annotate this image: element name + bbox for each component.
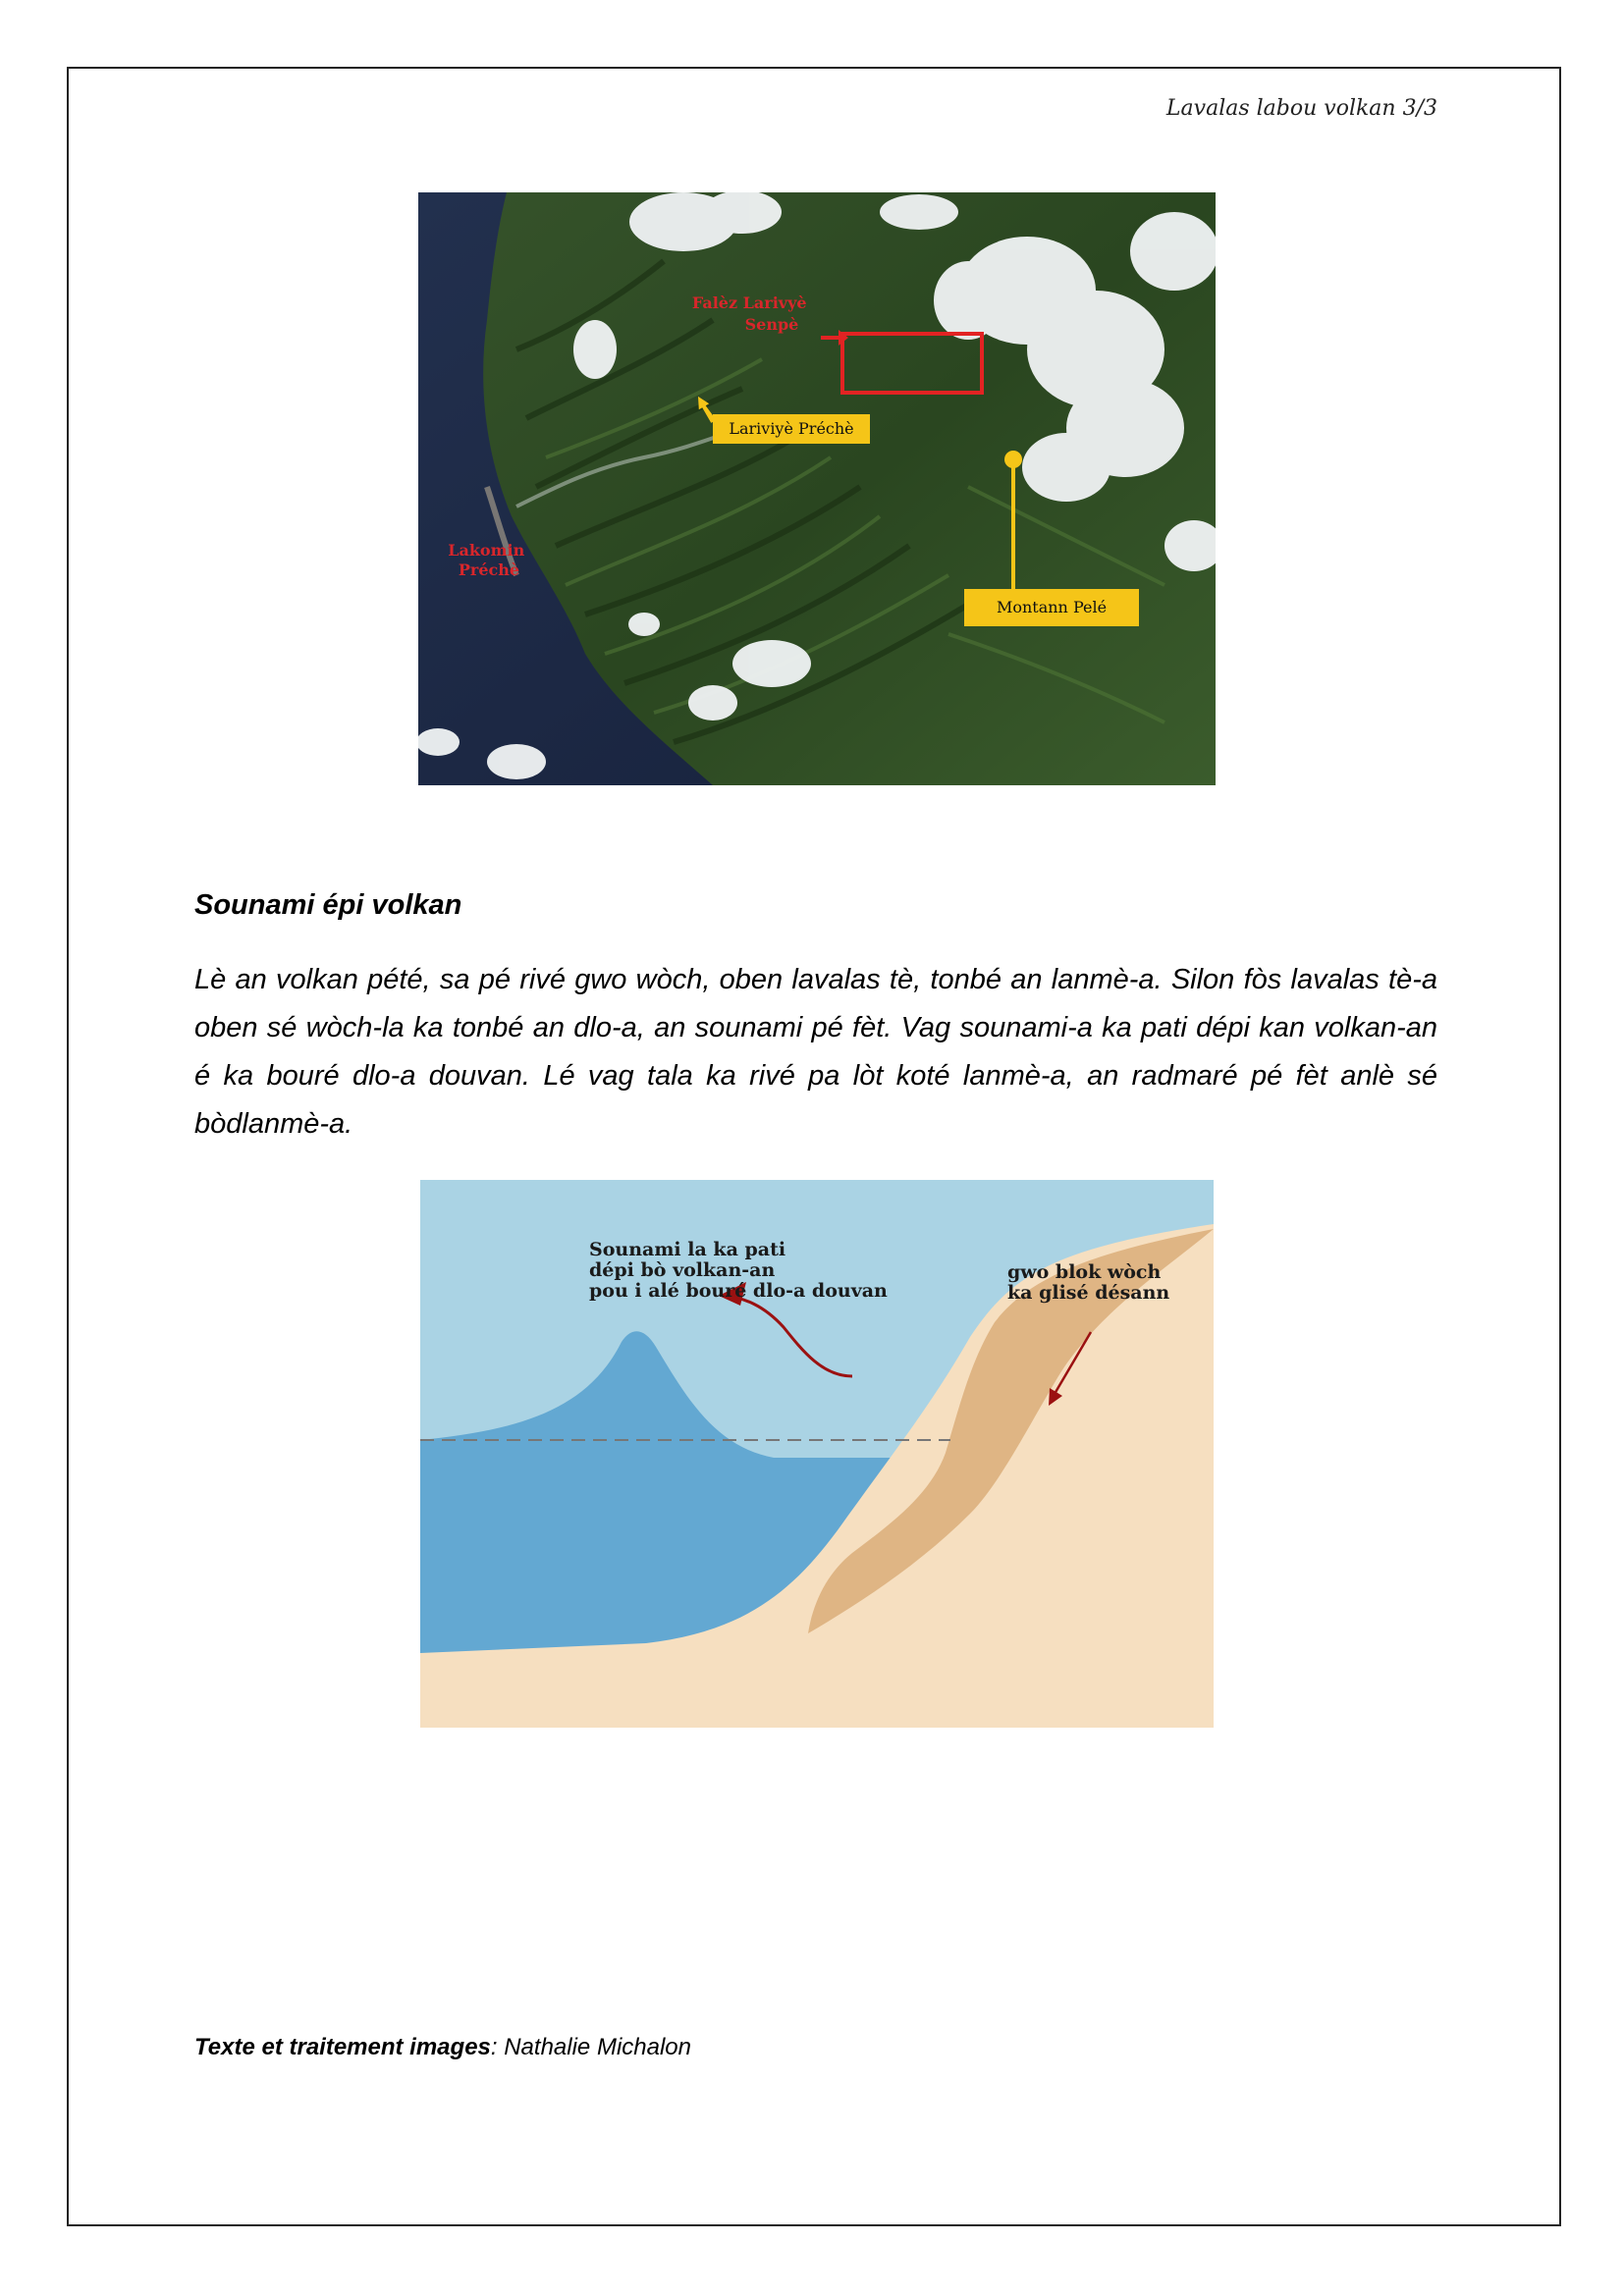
svg-text:Lakomin Préchè xyxy=(448,541,530,579)
label-falez: Falèz Larivyè xyxy=(691,294,807,312)
satellite-map xyxy=(418,192,1216,785)
label-block-2: ka glisé désann xyxy=(1007,1282,1170,1304)
svg-text:gwo blok wòch ka glisé d xyxy=(1007,1261,1169,1304)
label-tsunami-2: dépi bò volkan-an xyxy=(589,1259,776,1281)
running-header: Lavalas labou volkan 3/3 xyxy=(1165,96,1437,121)
tsunami-diagram xyxy=(420,1180,1214,1728)
label-block-1: gwo blok wòch xyxy=(1007,1261,1162,1283)
label-lariviye: Lariviyè Préchè xyxy=(729,419,854,438)
body-paragraph: Lè an volkan pété, sa pé rivé gwo wòch, oben lavalas tè, tonbé an lanmè-a. Silon fòs lavalas tè-a oben sé wòch-la ka tonbé an dlo-a, an sounami pé fèt. Vag sounami-a ka pati dépi kan volkan-an é ka bouré dlo-a douvan. Lé vag tala ka rivé pa lòt koté lanmè-a, an radmaré pé fèt anlè sé bòdlanmè-a. xyxy=(194,964,1437,1140)
label-senpe: Senpè xyxy=(744,315,799,334)
label-montann: Montann Pelé xyxy=(996,598,1108,616)
label-tsunami-1: Sounami la ka pati xyxy=(589,1239,786,1260)
label-preche: Préchè xyxy=(458,561,520,579)
credit-value: : Nathalie Michalon xyxy=(490,2034,691,2060)
label-tsunami-3: pou i alé bouré dlo-a douvan xyxy=(589,1280,888,1302)
credit-label: Texte et traitement images xyxy=(194,2034,491,2060)
section-title: Sounami épi volkan xyxy=(194,889,462,921)
footer-credit xyxy=(194,2034,691,2061)
label-lakomin: Lakomin xyxy=(448,541,525,560)
